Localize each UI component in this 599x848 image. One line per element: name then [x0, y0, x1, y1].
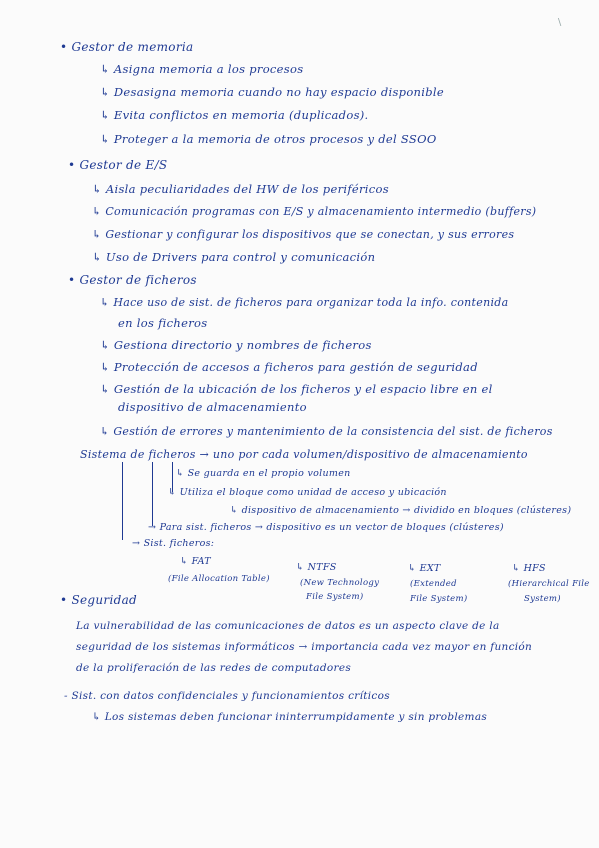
es-item-1: ↳ Aisla peculiaridades del HW de los periféricos	[92, 182, 389, 196]
seguridad-p5: ↳ Los sistemas deben funcionar ininterrumpidamente y sin problemas	[92, 711, 488, 723]
fs-ext-desc-1: (Extended	[410, 579, 457, 589]
sistema-line-4: ↳ dispositivo de almacenamiento → dividido en bloques (clústeres)	[230, 505, 572, 516]
fs-hfs-name: ↳ HFS	[512, 563, 546, 574]
fs-hfs-desc-2: System)	[524, 594, 561, 604]
fs-ntfs-desc-2: File System)	[306, 592, 364, 602]
fs-ext-desc-2: File System)	[410, 594, 468, 604]
section-title-seguridad: • Seguridad	[60, 593, 138, 607]
sistema-line-3: ↳ Utiliza el bloque como unidad de acceso y ubicación	[168, 487, 447, 498]
ficheros-item-4: ↳ Gestión de la ubicación de los ficheros y el espacio libre en el	[100, 382, 493, 396]
ficheros-item-5: ↳ Gestión de errores y mantenimiento de la consistencia del sist. de ficheros	[100, 425, 553, 438]
seguridad-p1: La vulnerabilidad de las comunicaciones de datos es un aspecto clave de la	[76, 620, 500, 632]
ficheros-item-1-cont: en los ficheros	[118, 316, 208, 330]
memoria-item-4: ↳ Proteger a la memoria de otros procesos y del SSOO	[100, 132, 437, 146]
bracket-line	[122, 462, 123, 540]
sistema-line-2: ↳ Se guarda en el propio volumen	[176, 468, 351, 479]
bracket-line	[172, 462, 173, 492]
fs-ext-name: ↳ EXT	[408, 563, 441, 574]
fs-ntfs-name: ↳ NTFS	[296, 562, 337, 573]
ficheros-item-2: ↳ Gestiona directorio y nombres de ficheros	[100, 338, 372, 352]
fs-fat-name: ↳ FAT	[180, 556, 211, 567]
section-title-memoria: • Gestor de memoria	[60, 40, 194, 54]
memoria-item-3: ↳ Evita conflictos en memoria (duplicados).	[100, 108, 369, 122]
es-item-2: ↳ Comunicación programas con E/S y almacenamiento intermedio (buffers)	[92, 205, 537, 218]
memoria-item-1: ↳ Asigna memoria a los procesos	[100, 62, 304, 76]
es-item-3: ↳ Gestionar y configurar los dispositivos que se conectan, y sus errores	[92, 228, 515, 241]
sistema-line-5: → Para sist. ficheros → dispositivo es un vector de bloques (clústeres)	[148, 522, 504, 533]
seguridad-p4: - Sist. con datos confidenciales y funcionamientos críticos	[64, 690, 390, 702]
seguridad-p3: de la proliferación de las redes de computadores	[76, 662, 352, 674]
fs-ntfs-desc-1: (New Technology	[300, 578, 380, 588]
bracket-line	[152, 462, 153, 526]
section-title-es: • Gestor de E/S	[68, 158, 168, 172]
section-title-ficheros: • Gestor de ficheros	[68, 273, 197, 287]
ficheros-item-1: ↳ Hace uso de sist. de ficheros para organizar toda la info. contenida	[100, 296, 509, 309]
sistema-line-1: Sistema de ficheros → uno por cada volumen/dispositivo de almacenamiento	[80, 448, 528, 461]
es-item-4: ↳ Uso de Drivers para control y comunicación	[92, 250, 376, 264]
fs-hfs-desc-1: (Hierarchical File	[508, 579, 590, 589]
ficheros-item-4-cont: dispositivo de almacenamiento	[118, 400, 307, 414]
seguridad-p2: seguridad de los sistemas informáticos → importancia cada vez mayor en función	[76, 641, 533, 653]
memoria-item-2: ↳ Desasigna memoria cuando no hay espacio disponible	[100, 85, 444, 99]
ficheros-item-3: ↳ Protección de accesos a ficheros para gestión de seguridad	[100, 360, 478, 374]
fs-fat-desc: (File Allocation Table)	[168, 574, 270, 584]
sistema-line-6: → Sist. ficheros:	[132, 538, 215, 549]
paper-mark: ∖	[556, 18, 563, 29]
